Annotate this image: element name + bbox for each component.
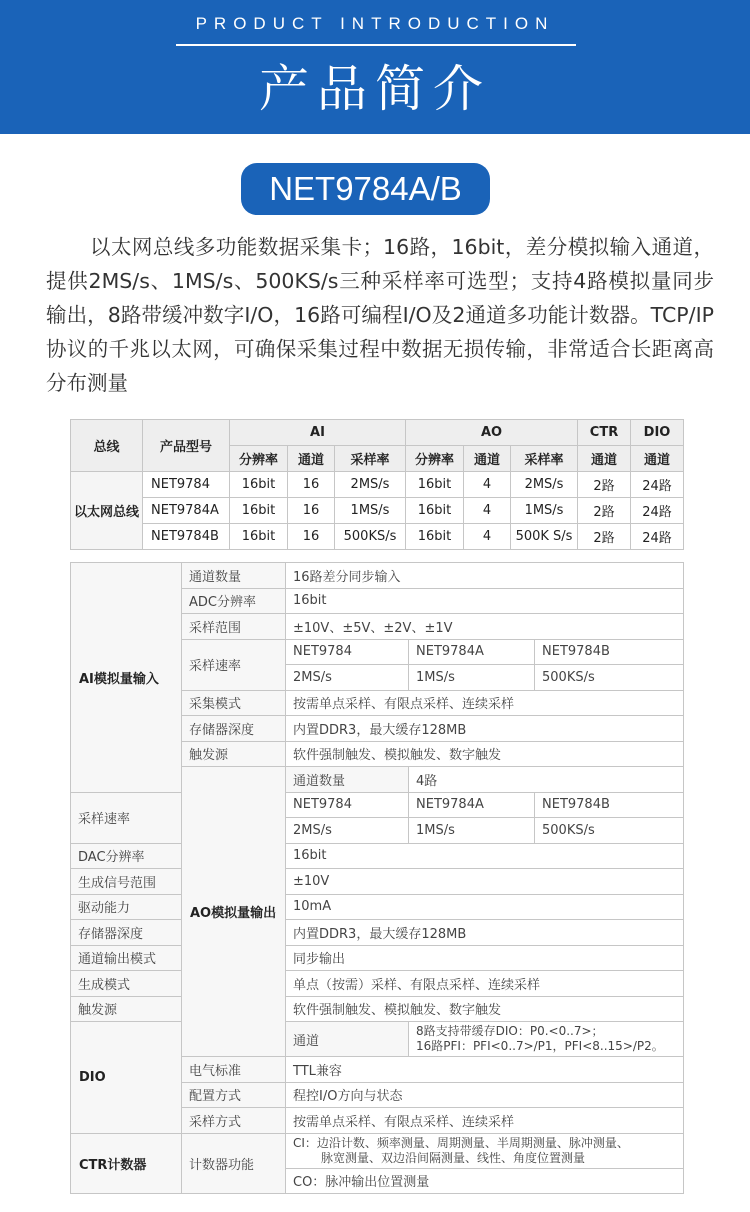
spec-label: 通道 (286, 1022, 409, 1057)
spec-value: 16路差分同步输入 (286, 563, 684, 589)
rate-value-cell: 500KS/s (535, 665, 684, 691)
model-name-badge: NET9784A/B (241, 163, 490, 215)
ai-channel-cell: 16 (288, 498, 335, 524)
spec-value: 程控I/O方向与状态 (286, 1082, 684, 1108)
dio-cell: 24路 (631, 498, 684, 524)
rate-value-cell: 2MS/s (286, 665, 409, 691)
rate-value-cell: 500KS/s (535, 818, 684, 844)
ai-resolution-cell: 16bit (230, 472, 288, 498)
spec-label: 采样范围 (182, 614, 286, 640)
model-cell: NET9784A (143, 498, 230, 524)
header-bus: 总线 (71, 420, 143, 472)
spec-label: 电气标准 (182, 1057, 286, 1083)
spec-label: 生成信号范围 (71, 869, 182, 895)
ai-rate-cell: 2MS/s (335, 472, 406, 498)
spec-label: 触发源 (71, 996, 182, 1022)
ao-rate-cell: 2MS/s (511, 472, 578, 498)
spec-label: 存储器深度 (182, 716, 286, 742)
header-model: 产品型号 (143, 420, 230, 472)
subheader-ai-resolution: 分辨率 (230, 446, 288, 472)
spec-value (409, 1022, 684, 1057)
spec-label: 生成模式 (71, 971, 182, 997)
header-ao: AO (406, 420, 578, 446)
spec-value: ±10V (286, 869, 684, 895)
spec-value: 按需单点采样、有限点采样、连续采样 (286, 1108, 684, 1134)
spec-label: 采样方式 (182, 1108, 286, 1134)
ao-resolution-cell: 16bit (406, 472, 464, 498)
rate-model-cell: NET9784 (286, 792, 409, 818)
spec-value: 同步输出 (286, 945, 684, 971)
rate-model-cell: NET9784 (286, 639, 409, 665)
spec-label: 触发源 (182, 741, 286, 767)
spec-label: 采样速率 (71, 792, 182, 843)
ai-resolution-cell: 16bit (230, 498, 288, 524)
ai-channel-cell: 16 (288, 524, 335, 550)
spec-label: 配置方式 (182, 1082, 286, 1108)
ctr-section-title: CTR计数器 (71, 1133, 182, 1194)
dio-channel-line-2: 16路PFI：PFI<0..7>/P1，PFI<8..15>/P2。 (416, 1039, 664, 1053)
spec-value: TTL兼容 (286, 1057, 684, 1083)
header-dio: DIO (631, 420, 684, 446)
spec-value: 内置DDR3，最大缓存128MB (286, 716, 684, 742)
bus-cell: 以太网总线 (71, 472, 143, 550)
ao-resolution-cell: 16bit (406, 524, 464, 550)
rate-value-cell: 2MS/s (286, 818, 409, 844)
ctr-ci-line-1: CI：边沿计数、频率测量、周期测量、半周期测量、脉冲测量、 (293, 1135, 629, 1150)
subheader-ai-channel: 通道 (288, 446, 335, 472)
product-description: 以太网总线多功能数据采集卡；16路，16bit，差分模拟输入通道，提供2MS/s、1MS/s、500KS/s三种采样率可选型；支持4路模拟量同步输出，8路带缓冲数字I/O，16路可编程I/O及2通道多功能计数器。TCP/IP协议的千兆以太网，可确保采集过程中数据无损传输，非常适合长距离高分布测量 (46, 235, 714, 395)
dio-channel-line-1: 8路支持带缓存DIO：P0.<0..7>； (416, 1024, 604, 1038)
spec-label: DAC分辨率 (71, 843, 182, 869)
spec-value: ±10V、±5V、±2V、±1V (286, 614, 684, 640)
rate-model-cell: NET9784B (535, 792, 684, 818)
ai-section-title: AI模拟量输入 (71, 563, 182, 793)
subheader-ao-resolution: 分辨率 (406, 446, 464, 472)
ao-rate-cell: 500K S/s (511, 524, 578, 550)
rate-value-cell: 1MS/s (409, 818, 535, 844)
spec-value: CO：脉冲输出位置测量 (286, 1168, 684, 1194)
spec-value: 内置DDR3，最大缓存128MB (286, 920, 684, 946)
spec-label: 通道输出模式 (71, 945, 182, 971)
ctr-cell: 2路 (578, 472, 631, 498)
spec-label: 驱动能力 (71, 894, 182, 920)
subheader-ao-rate: 采样率 (511, 446, 578, 472)
dio-section-title: DIO (71, 1022, 182, 1134)
header-ctr: CTR (578, 420, 631, 446)
spec-value: 4路 (409, 767, 684, 793)
subheader-ctr-channel: 通道 (578, 446, 631, 472)
banner-title: 产品简介 (259, 60, 491, 118)
spec-value: 10mA (286, 894, 684, 920)
header-ai: AI (230, 420, 406, 446)
rate-model-cell: NET9784A (409, 639, 535, 665)
spec-label: 通道数量 (182, 563, 286, 589)
table-row (71, 524, 684, 550)
subheader-dio-channel: 通道 (631, 446, 684, 472)
spec-value (286, 1133, 684, 1168)
ai-resolution-cell: 16bit (230, 524, 288, 550)
banner-divider (176, 44, 576, 46)
banner-subtitle: PRODUCT INTRODUCTION (195, 14, 555, 33)
dio-cell: 24路 (631, 472, 684, 498)
header-banner (0, 0, 750, 134)
model-cell: NET9784 (143, 472, 230, 498)
table-row (71, 498, 684, 524)
spec-label: 采样速率 (182, 639, 286, 690)
ai-channel-cell: 16 (288, 472, 335, 498)
ao-channel-cell: 4 (464, 524, 511, 550)
spec-value: 软件强制触发、模拟触发、数字触发 (286, 741, 684, 767)
rate-model-cell: NET9784B (535, 639, 684, 665)
model-comparison-table (70, 419, 684, 550)
spec-label: 通道数量 (286, 767, 409, 793)
subheader-ao-channel: 通道 (464, 446, 511, 472)
ao-rate-cell: 1MS/s (511, 498, 578, 524)
spec-value: 16bit (286, 588, 684, 614)
table-row (71, 472, 684, 498)
rate-value-cell: 1MS/s (409, 665, 535, 691)
ai-rate-cell: 1MS/s (335, 498, 406, 524)
dio-cell: 24路 (631, 524, 684, 550)
spec-label: 采集模式 (182, 690, 286, 716)
spec-value: 单点（按需）采样、有限点采样、连续采样 (286, 971, 684, 997)
spec-value: 16bit (286, 843, 684, 869)
subheader-ai-rate: 采样率 (335, 446, 406, 472)
ao-channel-cell: 4 (464, 472, 511, 498)
spec-label: ADC分辨率 (182, 588, 286, 614)
rate-model-cell: NET9784A (409, 792, 535, 818)
model-cell: NET9784B (143, 524, 230, 550)
spec-label: 存储器深度 (71, 920, 182, 946)
ao-channel-cell: 4 (464, 498, 511, 524)
spec-value: 按需单点采样、有限点采样、连续采样 (286, 690, 684, 716)
ctr-cell: 2路 (578, 498, 631, 524)
ai-rate-cell: 500KS/s (335, 524, 406, 550)
ao-resolution-cell: 16bit (406, 498, 464, 524)
ao-section-title: AO模拟量输出 (182, 767, 286, 1057)
spec-table (70, 562, 684, 1194)
spec-label: 计数器功能 (182, 1133, 286, 1194)
spec-value: 软件强制触发、模拟触发、数字触发 (286, 996, 684, 1022)
ctr-ci-line-2: 脉宽测量、双边沿间隔测量、线性、角度位置测量 (321, 1150, 586, 1165)
ctr-cell: 2路 (578, 524, 631, 550)
